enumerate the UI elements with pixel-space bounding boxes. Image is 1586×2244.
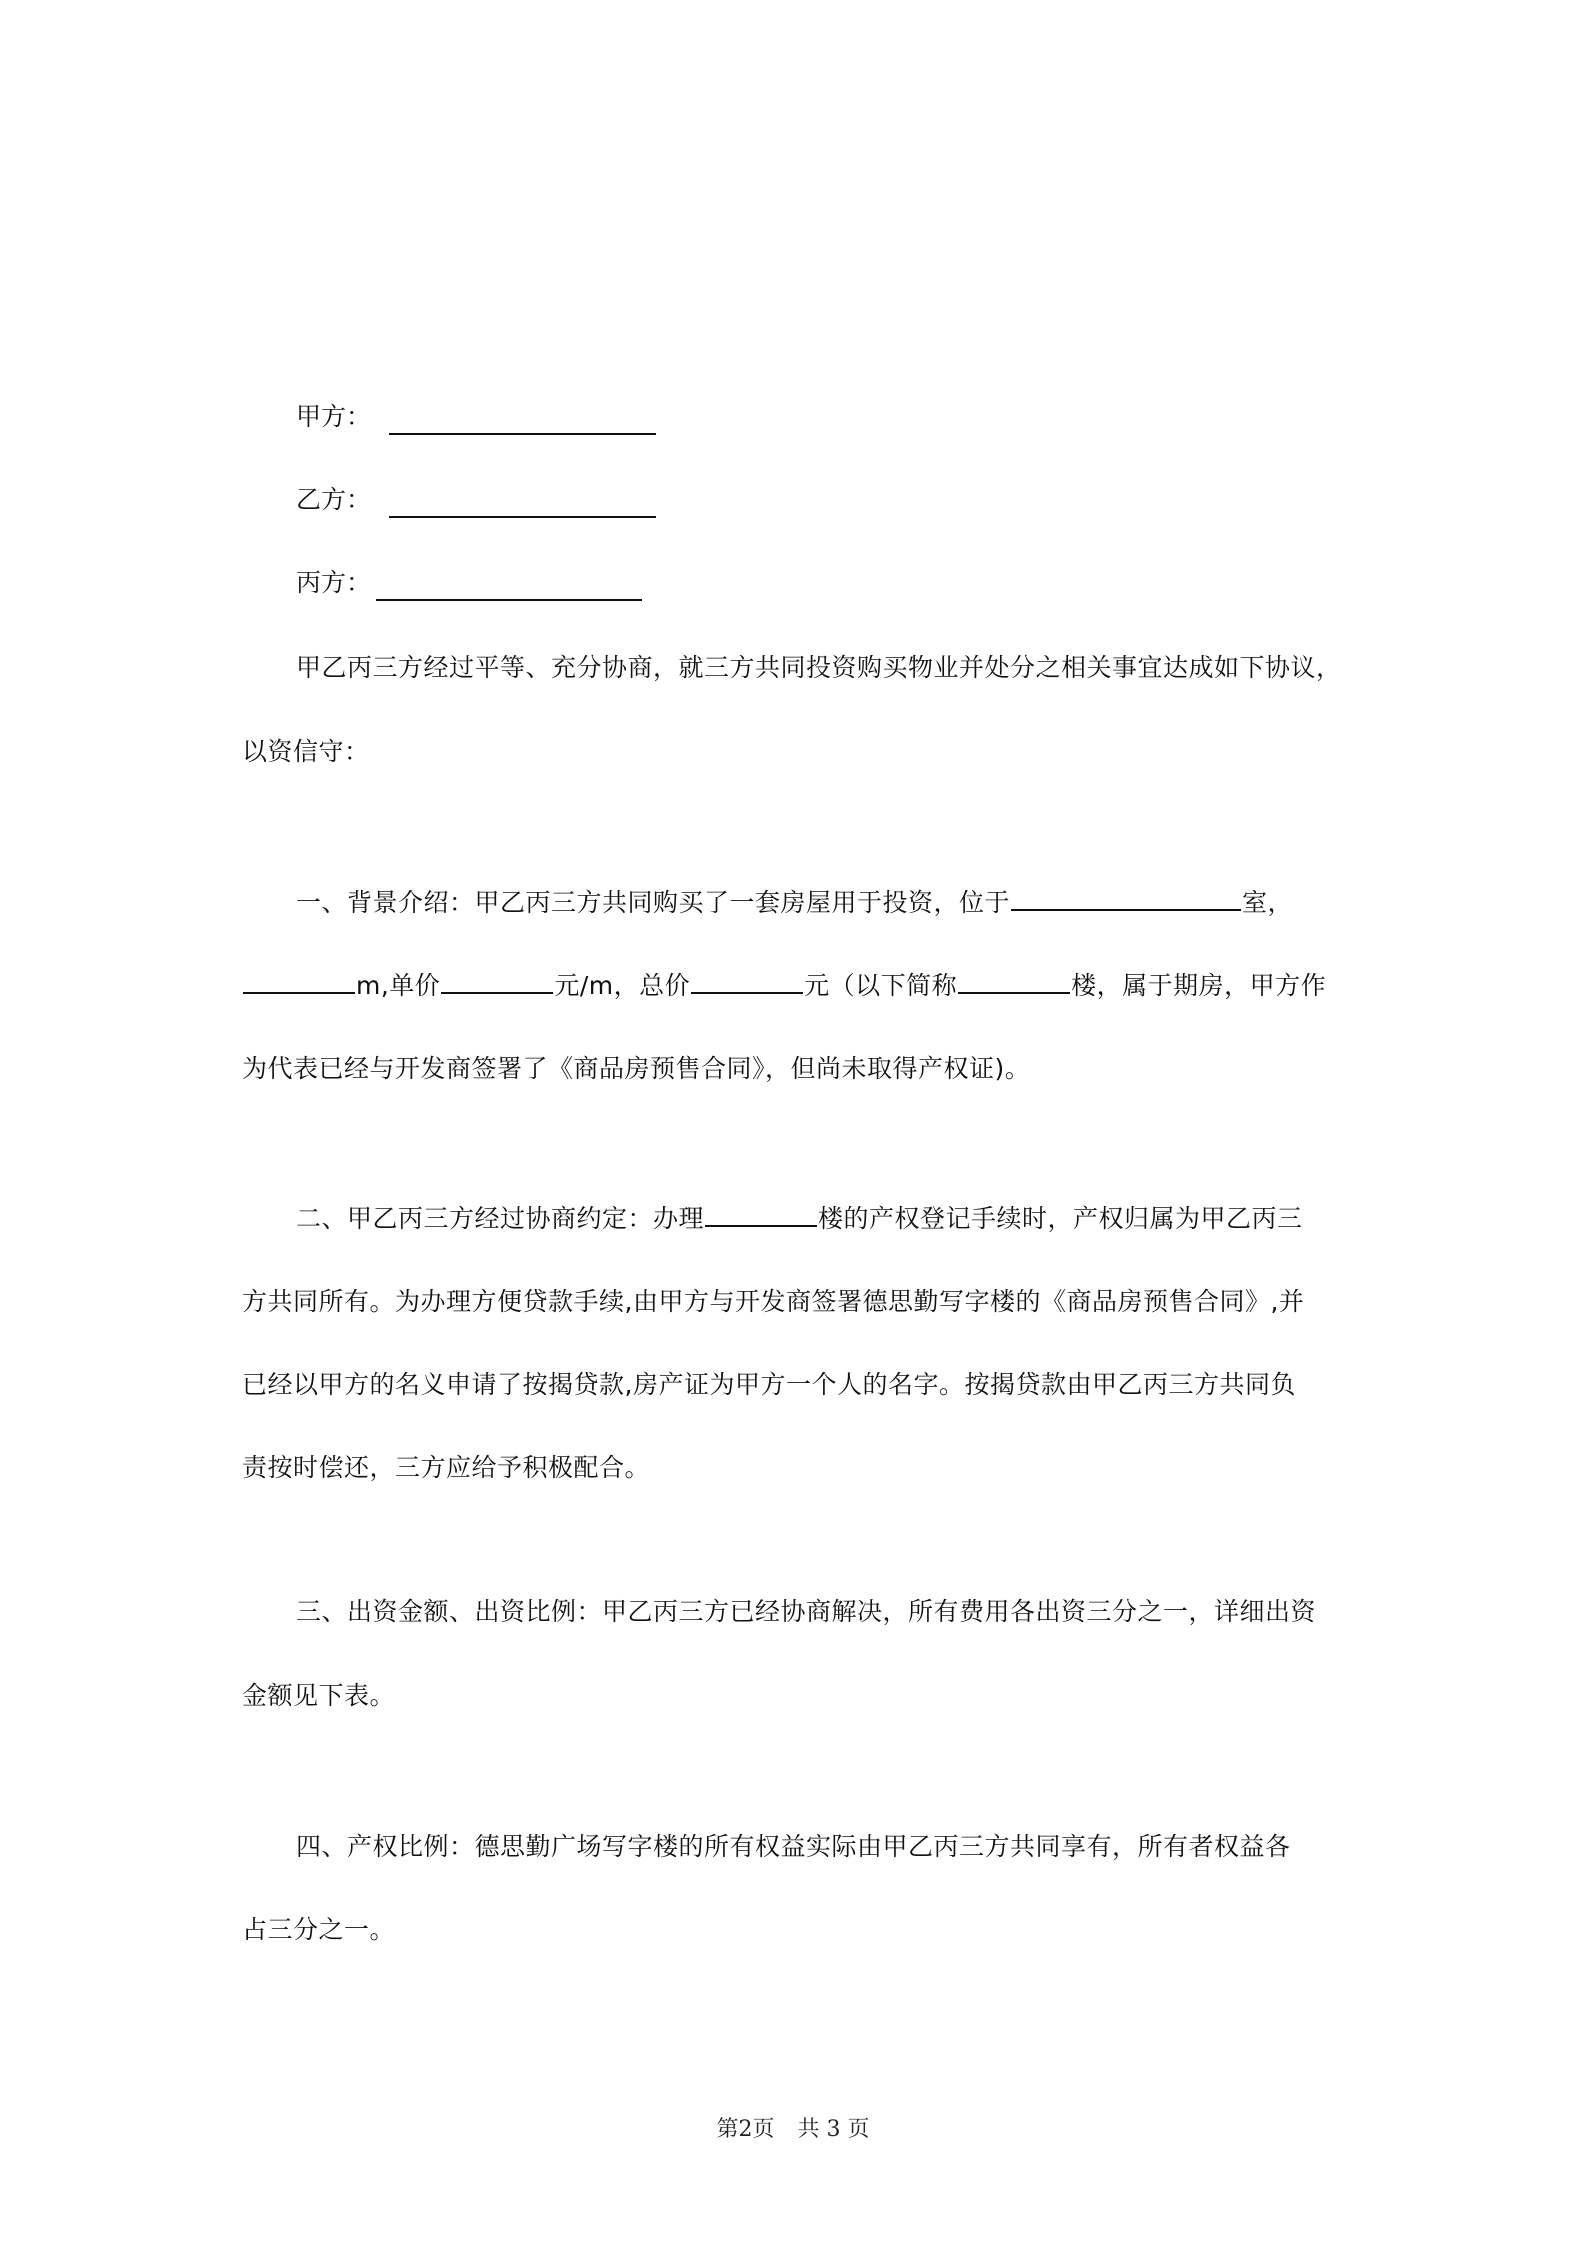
clause-1-line-1	[296, 886, 1293, 920]
party-c-label: 丙方：	[296, 568, 372, 597]
clause-2-line-3: 已经以甲方的名义申请了按揭贷款,房产证为甲方一个人的名字。按揭贷款由甲乙丙三方共同负	[242, 1370, 1296, 1399]
preamble-line-1: 甲乙丙三方经过平等、充分协商，就三方共同投资购买物业并处分之相关事宜达成如下协议，	[296, 653, 1342, 682]
room-blank	[1011, 887, 1241, 911]
current-page-number: 第2页	[716, 2117, 775, 2142]
unit-price-text: 元/m，总价	[554, 971, 691, 1000]
total-page-count: 共 3 页	[797, 2117, 870, 2142]
page-footer	[0, 2112, 1586, 2143]
party-c-signature-line	[376, 599, 642, 601]
party-a-signature-line	[389, 433, 656, 435]
total-price-blank	[691, 970, 803, 994]
clause-1-text-d: 楼，属于期房，甲方作	[1071, 971, 1327, 1000]
clause-2-line-4: 责按时偿还，三方应给予积极配合。	[242, 1453, 651, 1482]
clause-2-text-b: 楼的产权登记手续时，产权归属为甲乙丙三	[818, 1204, 1303, 1233]
area-blank	[243, 970, 355, 994]
party-b-label: 乙方：	[296, 485, 372, 514]
party-a-label: 甲方：	[296, 402, 372, 431]
building-blank	[705, 1203, 817, 1227]
clause-4-line-2: 占三分之一。	[242, 1915, 396, 1944]
clause-3-line-2: 金额见下表。	[242, 1681, 396, 1710]
building-name-blank	[958, 970, 1070, 994]
clause-1-line-2	[242, 969, 1326, 1003]
abbreviation-text: 元（以下简称	[804, 971, 958, 1000]
clause-1-text-b: 室，	[1242, 888, 1294, 917]
clause-1-line-3: 为代表已经与开发商签署了《商品房预售合同》，但尚未取得产权证)。	[242, 1054, 1031, 1083]
clause-3-line-1: 三、出资金额、出资比例：甲乙丙三方已经协商解决，所有费用各出资三分之一，详细出资	[296, 1597, 1317, 1626]
clause-2-line-1	[296, 1202, 1303, 1236]
unit-price-blank	[441, 970, 553, 994]
preamble-line-2: 以资信守：	[242, 737, 370, 766]
clause-2-text-a: 二、甲乙丙三方经过协商约定：办理	[296, 1204, 705, 1233]
clause-1-text-a: 一、背景介绍：甲乙丙三方共同购买了一套房屋用于投资，位于	[296, 888, 1011, 917]
party-b-signature-line	[389, 516, 656, 518]
clause-2-line-2: 方共同所有。为办理方便贷款手续,由甲方与开发商签署德思勤写字楼的《商品房预售合同》,并	[242, 1287, 1305, 1316]
clause-4-line-1: 四、产权比例：德思勤广场写字楼的所有权益实际由甲乙丙三方共同享有，所有者权益各	[296, 1832, 1291, 1861]
area-unit-text: m,单价	[356, 971, 441, 1000]
